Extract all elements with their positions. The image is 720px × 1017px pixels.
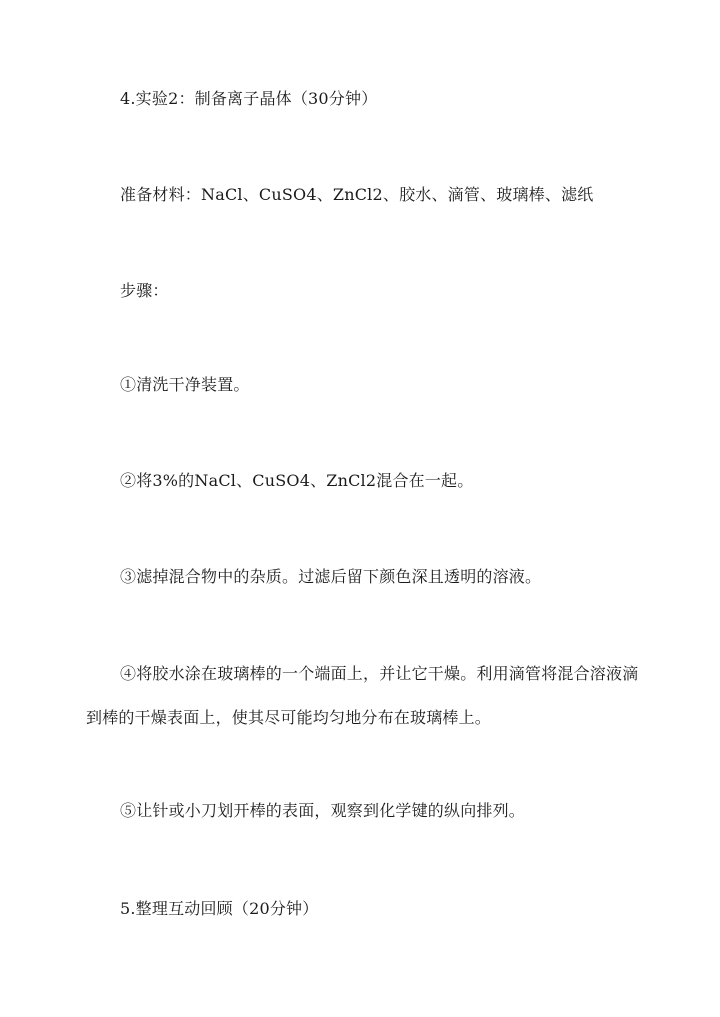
step-1: ①清洗干净装置。 <box>120 375 250 394</box>
step-3: ③滤掉混合物中的杂质。过滤后留下颜色深且透明的溶液。 <box>120 567 542 586</box>
materials-line: 准备材料：NaCl、CuSO4、ZnCl2、胶水、滴管、玻璃棒、滤纸 <box>120 185 594 204</box>
section-heading-experiment-2: 4.实验2：制备离子晶体（30分钟） <box>120 89 378 108</box>
steps-label: 步骤： <box>120 281 169 300</box>
section-heading-review: 5.整理互动回顾（20分钟） <box>120 899 319 918</box>
step-2: ②将3%的NaCl、CuSO4、ZnCl2混合在一起。 <box>120 471 474 490</box>
step-4: ④将胶水涂在玻璃棒的一个端面上，并让它干燥。利用滴管将混合溶液滴到棒的干燥表面上，使其尽可能均匀地分布在玻璃棒上。 <box>86 664 639 727</box>
step-5: ⑤让针或小刀划开棒的表面，观察到化学键的纵向排列。 <box>120 801 526 820</box>
